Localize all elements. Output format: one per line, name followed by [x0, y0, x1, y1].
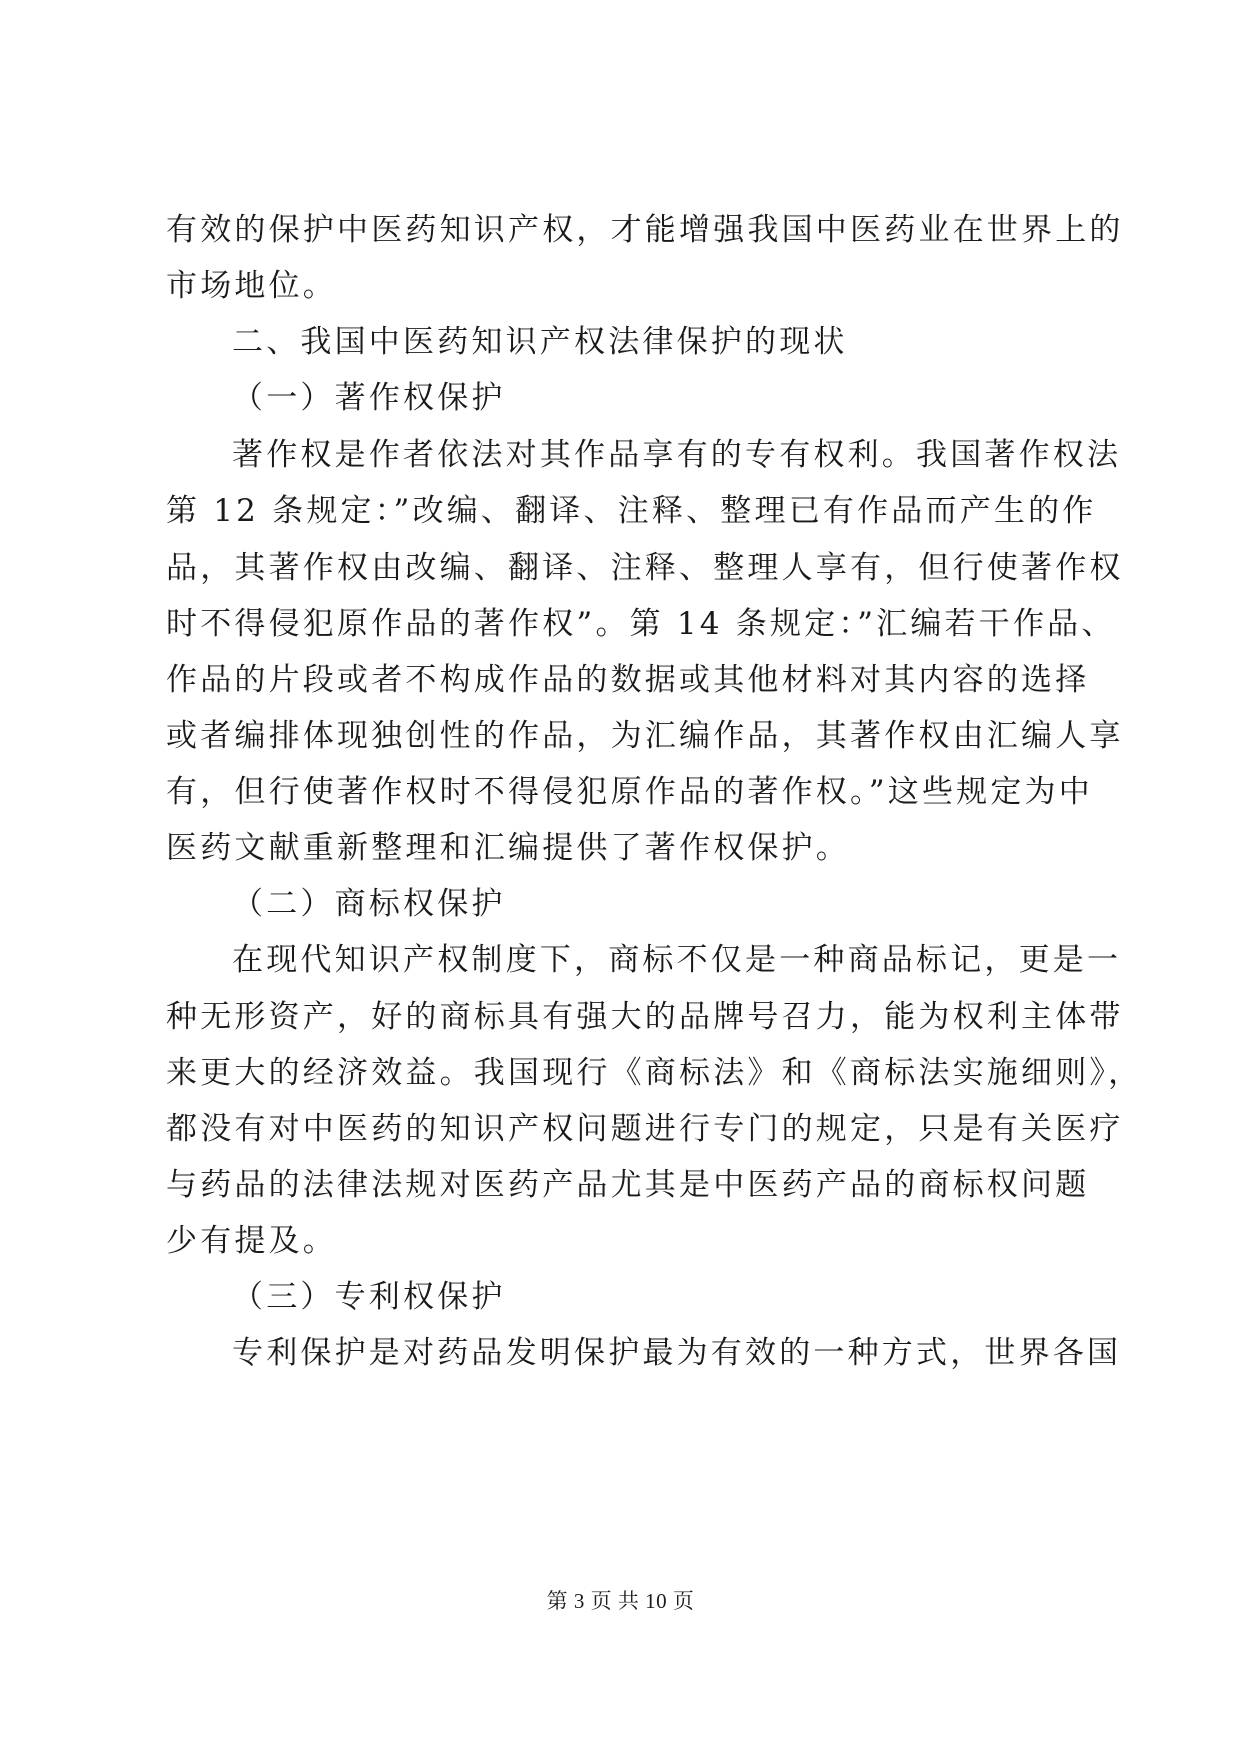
- body-text-line: 少有提及。: [166, 1223, 337, 1259]
- body-text-line: 来更大的经济效益。我国现行《商标法》和《商标法实施细则》，: [166, 1055, 1143, 1091]
- body-text-line: 时不得侵犯原作品的著作权”。第 14 条规定：”汇编若干作品、: [166, 606, 1116, 642]
- body-text-line: 医药文献重新整理和汇编提供了著作权保护。: [166, 830, 850, 866]
- body-text-line: 品，其著作权由改编、翻译、注释、整理人享有，但行使著作权: [166, 550, 1124, 586]
- body-text-line: 第 12 条规定：”改编、翻译、注释、整理已有作品而产生的作: [166, 493, 1097, 529]
- subsection-heading: （三）专利权保护: [232, 1279, 506, 1315]
- body-text-line: 作品的片段或者不构成作品的数据或其他材料对其内容的选择: [166, 662, 1090, 698]
- body-text-line: 市场地位。: [166, 268, 337, 304]
- subsection-heading: （二）商标权保护: [232, 886, 506, 922]
- body-text-line: 种无形资产，好的商标具有强大的品牌号召力，能为权利主体带: [166, 999, 1124, 1035]
- body-text-line: 专利保护是对药品发明保护最为有效的一种方式，世界各国: [232, 1335, 1122, 1371]
- body-text-line: 有效的保护中医药知识产权，才能增强我国中医药业在世界上的: [166, 212, 1124, 248]
- page-number-footer: 第 3 页 共 10 页: [546, 1589, 695, 1613]
- section-heading: 二、我国中医药知识产权法律保护的现状: [232, 324, 848, 360]
- body-text-line: 或者编排体现独创性的作品，为汇编作品，其著作权由汇编人享: [166, 718, 1124, 754]
- subsection-heading: （一）著作权保护: [232, 380, 506, 416]
- body-text-line: 有，但行使著作权时不得侵犯原作品的著作权。”这些规定为中: [166, 774, 1093, 810]
- body-text-line: 都没有对中医药的知识产权问题进行专门的规定，只是有关医疗: [166, 1111, 1124, 1147]
- body-text-line: 著作权是作者依法对其作品享有的专有权利。我国著作权法: [232, 437, 1122, 473]
- body-text-line: 在现代知识产权制度下，商标不仅是一种商品标记，更是一: [232, 942, 1122, 978]
- body-text-line: 与药品的法律法规对医药产品尤其是中医药产品的商标权问题: [166, 1167, 1090, 1203]
